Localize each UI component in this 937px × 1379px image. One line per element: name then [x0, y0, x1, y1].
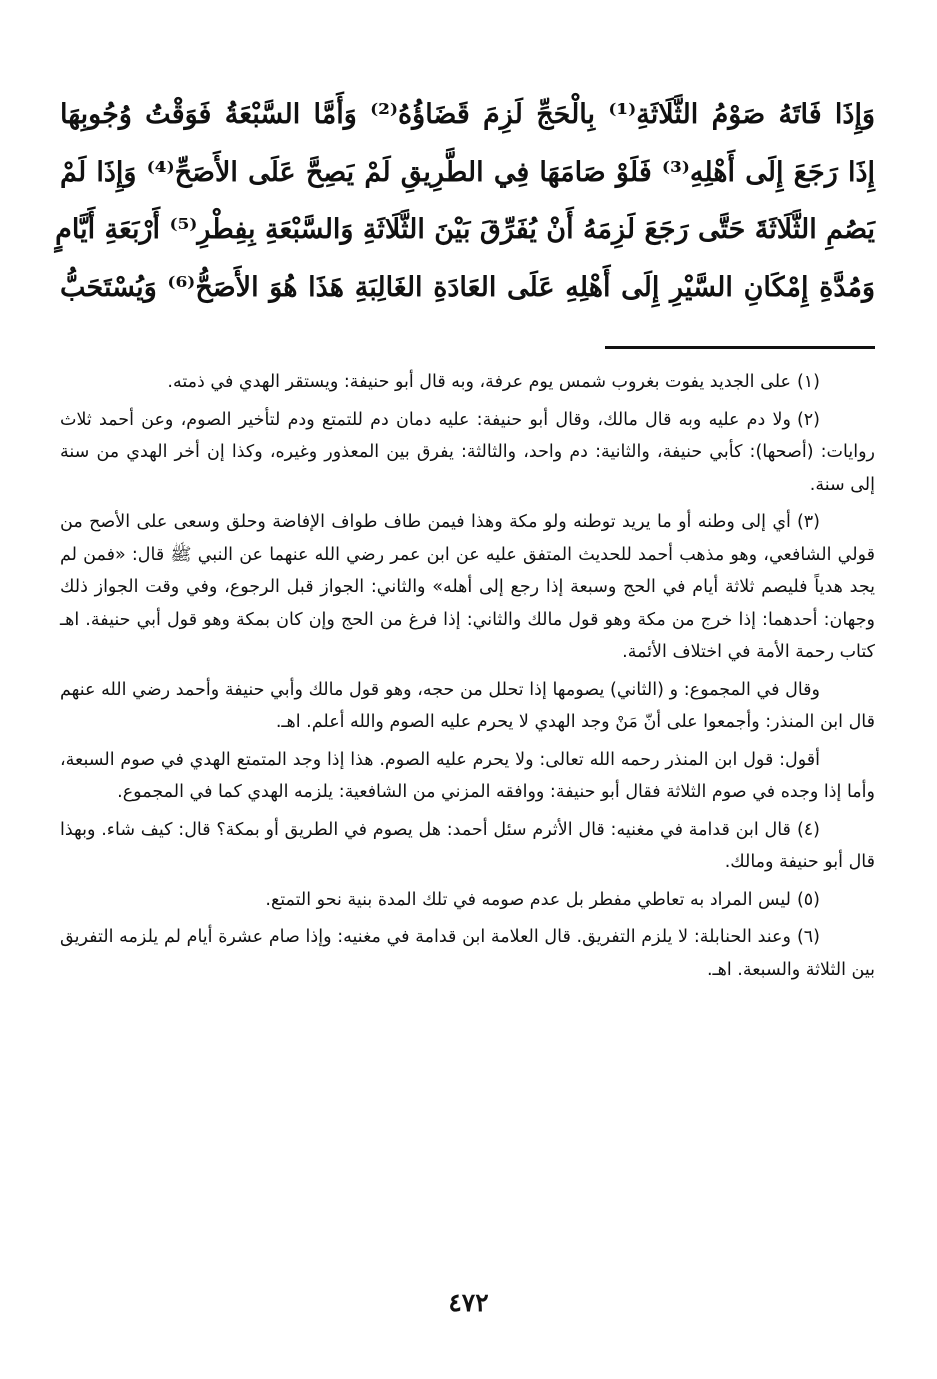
footnote-text: وقال في المجموع: و (الثاني) يصومها إذا تحلل من حجه، وهو قول مالك وأبي حنيفة وأحمد رضي الله عنهم قال ابن المنذر: وأجمعوا على أنّ مَنْ وجد الهدي لا يحرم عليه الصوم والله أعلم. اهـ. — [60, 679, 875, 732]
footnote-4 — [60, 814, 875, 879]
footnote-text: على الجديد يفوت بغروب شمس يوم عرفة، وبه قال أبو حنيفة: ويستقر الهدي في ذمته. — [167, 372, 791, 392]
footnote-3-commentary — [60, 744, 875, 809]
footnotes-section — [60, 366, 875, 991]
main-text-line: يَصُمِ الثَّلَاثَةَ حَتَّى رَجَعَ لَزِمَهُ أَنْ يُفَرِّقَ بَيْنَ الثَّلَاثَةِ وَالسَّبْعَةِ بِفِطْرِ⁽⁵⁾ أَرْبَعَةِ أَيَّامٍ — [55, 214, 875, 245]
footnote-number: (١) — [796, 372, 820, 392]
footnote-number: (٥) — [796, 889, 820, 910]
main-text-line: وَمُدَّةِ إِمْكَانِ السَّيْرِ إِلَى أَهْلِهِ عَلَى العَادَةِ الغَالِبَةِ هَذَا هُوَ الأَصَحُّ⁽⁶⁾ وَيُسْتَحَبُّ — [60, 271, 876, 303]
page-number: ٤٧٢ — [448, 1288, 489, 1317]
footnote-separator — [605, 346, 875, 349]
footnote-text: ليس المراد به تعاطي مفطر بل عدم صومه في تلك المدة بنية نحو التمتع. — [265, 889, 791, 910]
footnote-6 — [60, 921, 875, 986]
main-text-line: وَإِذَا فَاتَهُ صَوْمُ الثَّلَاثَةِ⁽¹⁾ بِالْحَجِّ لَزِمَ قَضَاؤُهُ⁽²⁾ وَأَمَّا السَّبْعَةُ فَوَقْتُ وُجُوبِهَا — [60, 99, 875, 130]
main-text-block — [55, 86, 876, 316]
footnote-3 — [60, 506, 875, 669]
footnote-5 — [60, 884, 875, 917]
main-text-line: إِذَا رَجَعَ إِلَى أَهْلِهِ⁽³⁾ فَلَوْ صَامَهَا فِي الطَّرِيقِ لَمْ يَصِحَّ عَلَى الأَصَحِّ⁽⁴⁾ وَإِذَا لَمْ — [60, 156, 875, 188]
footnote-1 — [60, 366, 875, 399]
footnote-text: ولا دم عليه وبه قال مالك، وقال أبو حنيفة: عليه دمان دم للتمتع ودم لتأخير الصوم، وعن أحمد ثلاث روايات: (أصحها): كأبي حنيفة، والثانية: دم واحد، والثالثة: يفرق بين المعذور وغيره، وكذا إن أخر الهدي من سنة إلى سنة. — [60, 409, 875, 495]
footnote-text: وعند الحنابلة: لا يلزم التفريق. قال العلامة ابن قدامة في مغنيه: وإذا صام عشرة أيام لم يلزمه التفريق بين الثلاثة والسبعة. اهـ. — [60, 927, 875, 980]
footnote-number: (٢) — [796, 409, 820, 430]
footnote-number: (٤) — [796, 819, 820, 840]
footnote-text: قال ابن قدامة في مغنيه: قال الأثرم سئل أحمد: هل يصوم في الطريق أو بمكة؟ قال: كيف شاء. وبهذا قال أبو حنيفة ومالك. — [60, 819, 875, 872]
footnote-3-continuation — [60, 674, 875, 739]
footnote-number: (٣) — [796, 512, 820, 532]
footnote-number: (٦) — [796, 927, 820, 947]
footnote-text: أي إلى وطنه أو ما يريد توطنه ولو مكة وهذا فيمن طاف طواف الإفاضة وحلق وسعى على الأصح من قولي الشافعي، وهو مذهب أحمد للحديث المتفق عليه عن ابن عمر رضي الله عنهما عن النبي ﷺ قال: «فمن لم يجد هدياً فليصم ثلاثة أيام في الحج وسبعة إذا رجع إلى أهله» والثاني: الجواز قبل الرجوع، وفي وقت الجواز ذلك وجهان: أحدهما: إذا خرج من مكة وهو قول مالك والثاني: إذا فرغ من الحج وإن كان بمكة وهو قول أبي حنيفة. اهـ كتاب رحمة الأمة في اختلاف الأئمة. — [60, 512, 875, 662]
footnote-2 — [60, 404, 875, 502]
footnote-text: أقول: قول ابن المنذر رحمه الله تعالى: ولا يحرم عليه الصوم. هذا إذا وجد المتمتع الهدي في صوم السبعة، وأما إذا وجده في صوم الثلاثة فقال أبو حنيفة: ووافقه المزني من الشافعية: يلزمه الهدي كما في المجموع. — [60, 749, 875, 802]
